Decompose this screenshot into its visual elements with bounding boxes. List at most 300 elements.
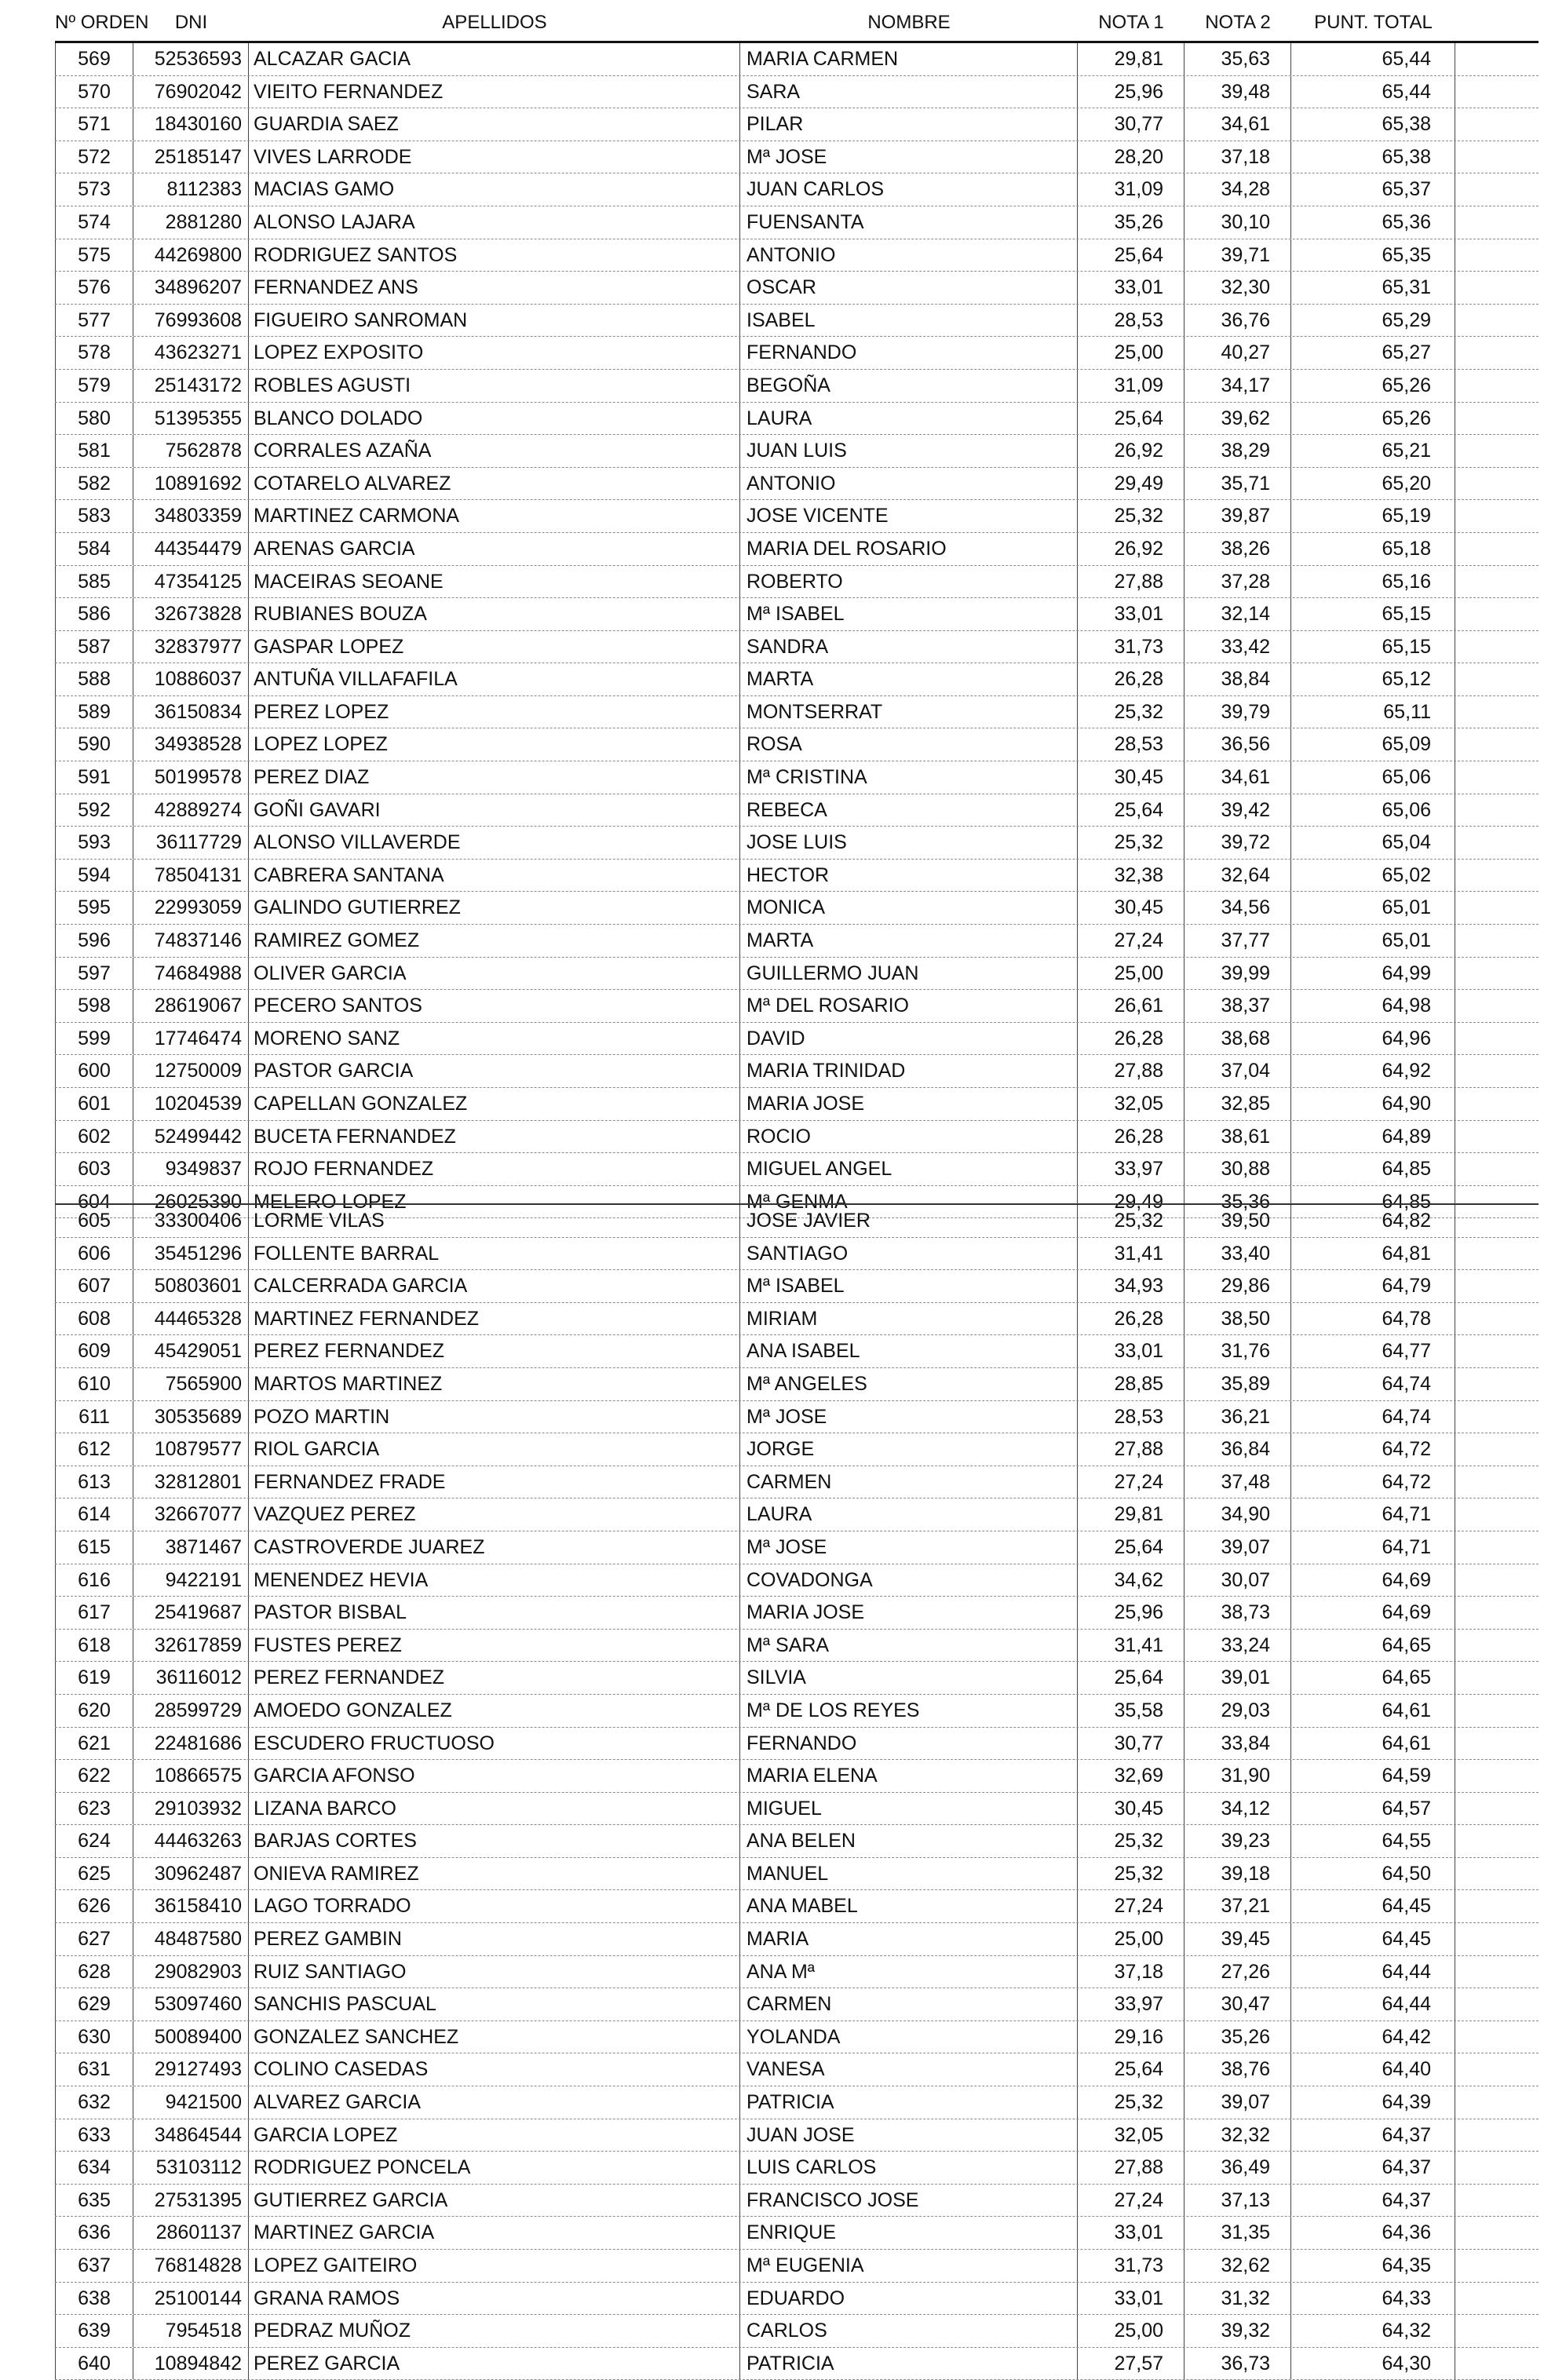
cell-dni: 22481686 <box>133 1728 249 1760</box>
cell-apellidos: FOLLENTE BARRAL <box>249 1238 740 1270</box>
cell-nombre: DAVID <box>740 1023 1078 1055</box>
table-row <box>55 206 1539 239</box>
cell-dni: 9422191 <box>133 1564 249 1597</box>
cell-dni: 2881280 <box>133 206 249 239</box>
cell-nombre: ANTONIO <box>740 239 1078 272</box>
cell-orden: 639 <box>55 2315 133 2347</box>
cell-total: 65,26 <box>1291 370 1455 402</box>
cell-nota1: 35,26 <box>1078 206 1185 239</box>
table-row <box>55 1433 1539 1466</box>
cell-nombre: CARLOS <box>740 2315 1078 2347</box>
cell-nombre: JUAN JOSE <box>740 2119 1078 2152</box>
cell-nombre: PILAR <box>740 108 1078 141</box>
table-row <box>55 468 1539 501</box>
cell-nota1: 27,24 <box>1078 1466 1185 1498</box>
cell-nota2: 39,18 <box>1185 1858 1291 1890</box>
cell-total: 65,12 <box>1291 663 1455 695</box>
cell-apellidos: CABRERA SANTANA <box>249 860 740 892</box>
cell-nombre: ROCIO <box>740 1121 1078 1153</box>
cell-nombre: ANA MABEL <box>740 1890 1078 1922</box>
table-row <box>55 1793 1539 1826</box>
cell-nombre: LAURA <box>740 1498 1078 1531</box>
cell-orden: 573 <box>55 173 133 206</box>
cell-nota1: 25,32 <box>1078 2086 1185 2119</box>
cell-total: 64,89 <box>1291 1121 1455 1153</box>
cell-dni: 18430160 <box>133 108 249 141</box>
cell-nota2: 30,10 <box>1185 206 1291 239</box>
cell-orden: 617 <box>55 1597 133 1629</box>
cell-nota1: 37,18 <box>1078 1956 1185 1988</box>
table-row <box>55 141 1539 174</box>
cell-dni: 50199578 <box>133 761 249 794</box>
table-row <box>55 2250 1539 2283</box>
cell-dni: 25100144 <box>133 2283 249 2315</box>
cell-total: 64,85 <box>1291 1153 1455 1185</box>
cell-nota2: 39,50 <box>1185 1205 1291 1237</box>
cell-total: 64,59 <box>1291 1760 1455 1792</box>
cell-nota2: 39,79 <box>1185 696 1291 728</box>
cell-nota1: 25,00 <box>1078 1923 1185 1955</box>
cell-total: 64,32 <box>1291 2315 1455 2347</box>
cell-nota2: 30,47 <box>1185 1988 1291 2020</box>
table-row <box>55 1368 1539 1401</box>
cell-orden: 610 <box>55 1368 133 1400</box>
cell-total: 64,98 <box>1291 990 1455 1022</box>
cell-total: 65,15 <box>1291 631 1455 663</box>
cell-apellidos: CASTROVERDE JUAREZ <box>249 1531 740 1564</box>
cell-nota1: 27,88 <box>1078 2152 1185 2184</box>
cell-nota1: 29,16 <box>1078 2021 1185 2053</box>
cell-dni: 10204539 <box>133 1088 249 1120</box>
cell-total: 64,74 <box>1291 1401 1455 1433</box>
table-row <box>55 1630 1539 1663</box>
cell-nombre: ANTONIO <box>740 468 1078 500</box>
cell-orden: 615 <box>55 1531 133 1564</box>
table-row <box>55 1923 1539 1956</box>
cell-total: 64,36 <box>1291 2217 1455 2249</box>
cell-nombre: JOSE JAVIER <box>740 1205 1078 1237</box>
cell-apellidos: CALCERRADA GARCIA <box>249 1270 740 1302</box>
cell-total: 65,02 <box>1291 860 1455 892</box>
table-row <box>55 728 1539 761</box>
cell-dni: 34803359 <box>133 500 249 532</box>
table-row <box>55 598 1539 631</box>
cell-nota2: 35,36 <box>1185 1186 1291 1218</box>
cell-orden: 630 <box>55 2021 133 2053</box>
cell-total: 64,39 <box>1291 2086 1455 2119</box>
cell-orden: 614 <box>55 1498 133 1531</box>
cell-dni: 10894842 <box>133 2348 249 2380</box>
cell-nombre: CARMEN <box>740 1988 1078 2020</box>
cell-orden: 636 <box>55 2217 133 2249</box>
cell-apellidos: PECERO SANTOS <box>249 990 740 1022</box>
cell-nota2: 35,26 <box>1185 2021 1291 2053</box>
cell-dni: 10866575 <box>133 1760 249 1792</box>
cell-nota2: 30,07 <box>1185 1564 1291 1597</box>
header-nota2: NOTA 2 <box>1205 12 1271 33</box>
cell-nota2: 39,87 <box>1185 500 1291 532</box>
table-header <box>55 0 1539 46</box>
cell-total: 65,38 <box>1291 108 1455 141</box>
cell-nota2: 38,68 <box>1185 1023 1291 1055</box>
cell-orden: 594 <box>55 860 133 892</box>
cell-orden: 634 <box>55 2152 133 2184</box>
cell-apellidos: GALINDO GUTIERREZ <box>249 892 740 924</box>
cell-orden: 598 <box>55 990 133 1022</box>
cell-dni: 34938528 <box>133 728 249 761</box>
cell-nota2: 38,37 <box>1185 990 1291 1022</box>
cell-apellidos: ALVAREZ GARCIA <box>249 2086 740 2119</box>
table-row <box>55 2283 1539 2316</box>
cell-nombre: FERNANDO <box>740 337 1078 369</box>
cell-dni: 12750009 <box>133 1055 249 1087</box>
cell-apellidos: SANCHIS PASCUAL <box>249 1988 740 2020</box>
cell-nota1: 25,64 <box>1078 2053 1185 2086</box>
cell-dni: 30962487 <box>133 1858 249 1890</box>
cell-nombre: LUIS CARLOS <box>740 2152 1078 2184</box>
cell-dni: 42889274 <box>133 794 249 827</box>
cell-nombre: MONTSERRAT <box>740 696 1078 728</box>
cell-total: 64,72 <box>1291 1433 1455 1466</box>
cell-dni: 74684988 <box>133 958 249 990</box>
table-row <box>55 1335 1539 1368</box>
cell-nombre: MARIA ELENA <box>740 1760 1078 1792</box>
cell-orden: 601 <box>55 1088 133 1120</box>
table-row <box>55 2217 1539 2250</box>
cell-total: 65,36 <box>1291 206 1455 239</box>
cell-nota2: 39,23 <box>1185 1825 1291 1857</box>
table-row <box>55 990 1539 1023</box>
cell-dni: 25185147 <box>133 141 249 173</box>
cell-nota1: 34,93 <box>1078 1270 1185 1302</box>
cell-nombre: FRANCISCO JOSE <box>740 2185 1078 2217</box>
cell-dni: 3871467 <box>133 1531 249 1564</box>
cell-apellidos: RIOL GARCIA <box>249 1433 740 1466</box>
cell-nota2: 34,28 <box>1185 173 1291 206</box>
cell-orden: 575 <box>55 239 133 272</box>
cell-apellidos: MARTINEZ GARCIA <box>249 2217 740 2249</box>
cell-total: 64,65 <box>1291 1630 1455 1662</box>
cell-nota2: 35,71 <box>1185 468 1291 500</box>
table-row <box>55 1088 1539 1121</box>
table-row <box>55 1205 1539 1238</box>
table-row <box>55 1564 1539 1597</box>
cell-nota1: 30,45 <box>1078 1793 1185 1825</box>
cell-apellidos: ONIEVA RAMIREZ <box>249 1858 740 1890</box>
cell-orden: 640 <box>55 2348 133 2380</box>
cell-dni: 47354125 <box>133 566 249 598</box>
cell-nota2: 33,42 <box>1185 631 1291 663</box>
cell-nota1: 28,53 <box>1078 728 1185 761</box>
cell-nota2: 36,73 <box>1185 2348 1291 2380</box>
cell-orden: 592 <box>55 794 133 827</box>
cell-total: 64,71 <box>1291 1498 1455 1531</box>
cell-total: 64,92 <box>1291 1055 1455 1087</box>
cell-dni: 44465328 <box>133 1303 249 1335</box>
cell-total: 64,40 <box>1291 2053 1455 2086</box>
table-row <box>55 1401 1539 1434</box>
cell-orden: 623 <box>55 1793 133 1825</box>
cell-nota1: 26,92 <box>1078 435 1185 467</box>
table-row <box>55 370 1539 403</box>
cell-dni: 10886037 <box>133 663 249 695</box>
cell-dni: 48487580 <box>133 1923 249 1955</box>
cell-nombre: REBECA <box>740 794 1078 827</box>
cell-total: 64,90 <box>1291 1088 1455 1120</box>
cell-orden: 589 <box>55 696 133 728</box>
cell-nota1: 25,96 <box>1078 76 1185 108</box>
cell-nota1: 32,05 <box>1078 2119 1185 2152</box>
cell-nota2: 34,90 <box>1185 1498 1291 1531</box>
table-row <box>55 1760 1539 1793</box>
cell-total: 65,09 <box>1291 728 1455 761</box>
cell-total: 65,44 <box>1291 76 1455 108</box>
cell-orden: 631 <box>55 2053 133 2086</box>
cell-apellidos: BLANCO DOLADO <box>249 403 740 435</box>
cell-orden: 586 <box>55 598 133 630</box>
cell-orden: 585 <box>55 566 133 598</box>
cell-apellidos: COTARELO ALVAREZ <box>249 468 740 500</box>
cell-orden: 624 <box>55 1825 133 1857</box>
cell-orden: 633 <box>55 2119 133 2152</box>
cell-nota1: 31,09 <box>1078 173 1185 206</box>
cell-orden: 602 <box>55 1121 133 1153</box>
cell-apellidos: MACIAS GAMO <box>249 173 740 206</box>
cell-apellidos: VIVES LARRODE <box>249 141 740 173</box>
cell-dni: 78504131 <box>133 860 249 892</box>
cell-orden: 628 <box>55 1956 133 1988</box>
cell-apellidos: MARTINEZ CARMONA <box>249 500 740 532</box>
cell-apellidos: FERNANDEZ FRADE <box>249 1466 740 1498</box>
cell-nombre: MARIA JOSE <box>740 1597 1078 1629</box>
cell-apellidos: AMOEDO GONZALEZ <box>249 1695 740 1727</box>
header-nota1: NOTA 1 <box>1098 12 1164 33</box>
cell-nota2: 37,18 <box>1185 141 1291 173</box>
table-row <box>55 1988 1539 2021</box>
table-row <box>55 1303 1539 1336</box>
cell-orden: 635 <box>55 2185 133 2217</box>
results-page <box>55 0 1539 2375</box>
cell-apellidos: MENENDEZ HEVIA <box>249 1564 740 1597</box>
cell-nota1: 25,32 <box>1078 1858 1185 1890</box>
cell-nota2: 30,88 <box>1185 1153 1291 1185</box>
cell-nombre: BEGOÑA <box>740 370 1078 402</box>
cell-orden: 613 <box>55 1466 133 1498</box>
cell-orden: 583 <box>55 500 133 532</box>
cell-orden: 571 <box>55 108 133 141</box>
table-row <box>55 2185 1539 2218</box>
cell-dni: 10891692 <box>133 468 249 500</box>
cell-orden: 627 <box>55 1923 133 1955</box>
cell-total: 65,37 <box>1291 173 1455 206</box>
cell-dni: 25143172 <box>133 370 249 402</box>
cell-nota1: 30,77 <box>1078 108 1185 141</box>
cell-total: 64,61 <box>1291 1728 1455 1760</box>
cell-nota1: 29,49 <box>1078 1186 1185 1218</box>
table-row <box>55 1825 1539 1858</box>
cell-dni: 44463263 <box>133 1825 249 1857</box>
cell-nombre: ANA ISABEL <box>740 1335 1078 1367</box>
cell-orden: 578 <box>55 337 133 369</box>
cell-nota2: 38,61 <box>1185 1121 1291 1153</box>
table-row <box>55 1498 1539 1531</box>
cell-nota1: 33,97 <box>1078 1153 1185 1185</box>
cell-nota2: 40,27 <box>1185 337 1291 369</box>
cell-nota2: 39,32 <box>1185 2315 1291 2347</box>
table-row <box>55 1121 1539 1154</box>
cell-apellidos: LOPEZ LOPEZ <box>249 728 740 761</box>
cell-nombre: MIGUEL ANGEL <box>740 1153 1078 1185</box>
cell-apellidos: PEREZ GAMBIN <box>249 1923 740 1955</box>
cell-orden: 574 <box>55 206 133 239</box>
cell-nombre: JUAN LUIS <box>740 435 1078 467</box>
cell-nombre: ANA BELEN <box>740 1825 1078 1857</box>
cell-orden: 593 <box>55 827 133 859</box>
cell-nota1: 25,32 <box>1078 1825 1185 1857</box>
cell-nota2: 29,86 <box>1185 1270 1291 1302</box>
cell-dni: 29103932 <box>133 1793 249 1825</box>
cell-nota1: 33,01 <box>1078 598 1185 630</box>
header-dni: DNI <box>174 12 208 33</box>
table-row <box>55 1238 1539 1271</box>
cell-nota2: 37,28 <box>1185 566 1291 598</box>
cell-nombre: SILVIA <box>740 1662 1078 1694</box>
cell-apellidos: GRANA RAMOS <box>249 2283 740 2315</box>
cell-total: 64,72 <box>1291 1466 1455 1498</box>
cell-dni: 76993608 <box>133 305 249 337</box>
cell-nombre: JOSE VICENTE <box>740 500 1078 532</box>
cell-apellidos: GASPAR LOPEZ <box>249 631 740 663</box>
cell-nombre: LAURA <box>740 403 1078 435</box>
cell-nota1: 32,05 <box>1078 1088 1185 1120</box>
cell-total: 65,16 <box>1291 566 1455 598</box>
cell-nota2: 31,32 <box>1185 2283 1291 2315</box>
cell-total: 64,81 <box>1291 1238 1455 1270</box>
cell-nota2: 33,84 <box>1185 1728 1291 1760</box>
cell-orden: 569 <box>55 43 133 75</box>
cell-nota1: 25,96 <box>1078 1597 1185 1629</box>
cell-total: 64,55 <box>1291 1825 1455 1857</box>
cell-total: 64,45 <box>1291 1890 1455 1922</box>
cell-nota2: 35,63 <box>1185 43 1291 75</box>
cell-orden: 584 <box>55 533 133 565</box>
cell-orden: 587 <box>55 631 133 663</box>
cell-apellidos: RUBIANES BOUZA <box>249 598 740 630</box>
cell-nombre: GUILLERMO JUAN <box>740 958 1078 990</box>
cell-nombre: Mª DEL ROSARIO <box>740 990 1078 1022</box>
header-orden: Nº ORDEN <box>55 12 149 33</box>
cell-nombre: FERNANDO <box>740 1728 1078 1760</box>
cell-dni: 50089400 <box>133 2021 249 2053</box>
cell-nota1: 32,38 <box>1078 860 1185 892</box>
cell-nota2: 32,32 <box>1185 2119 1291 2152</box>
cell-nota1: 33,01 <box>1078 1335 1185 1367</box>
cell-nota1: 28,53 <box>1078 1401 1185 1433</box>
cell-nota2: 39,99 <box>1185 958 1291 990</box>
cell-orden: 606 <box>55 1238 133 1270</box>
cell-nota1: 34,62 <box>1078 1564 1185 1597</box>
cell-apellidos: LORME VILAS <box>249 1205 740 1237</box>
cell-nota1: 33,01 <box>1078 272 1185 304</box>
cell-nombre: SARA <box>740 76 1078 108</box>
cell-total: 64,96 <box>1291 1023 1455 1055</box>
cell-nombre: ROSA <box>740 728 1078 761</box>
cell-nombre: Mª JOSE <box>740 1401 1078 1433</box>
cell-dni: 26025390 <box>133 1186 249 1218</box>
cell-total: 64,42 <box>1291 2021 1455 2053</box>
cell-nombre: Mª ANGELES <box>740 1368 1078 1400</box>
cell-nota2: 31,76 <box>1185 1335 1291 1367</box>
cell-orden: 577 <box>55 305 133 337</box>
cell-nota1: 26,28 <box>1078 663 1185 695</box>
cell-apellidos: FUSTES PEREZ <box>249 1630 740 1662</box>
cell-orden: 609 <box>55 1335 133 1367</box>
cell-nombre: Mª CRISTINA <box>740 761 1078 794</box>
cell-dni: 53103112 <box>133 2152 249 2184</box>
cell-nota2: 36,84 <box>1185 1433 1291 1466</box>
cell-dni: 74837146 <box>133 925 249 957</box>
cell-nota2: 39,07 <box>1185 2086 1291 2119</box>
cell-apellidos: CAPELLAN GONZALEZ <box>249 1088 740 1120</box>
cell-nota1: 31,73 <box>1078 631 1185 663</box>
cell-apellidos: MELERO LOPEZ <box>249 1186 740 1218</box>
header-nombre: NOMBRE <box>867 12 951 33</box>
cell-nombre: MIRIAM <box>740 1303 1078 1335</box>
cell-apellidos: PEREZ DIAZ <box>249 761 740 794</box>
cell-dni: 53097460 <box>133 1988 249 2020</box>
cell-nombre: MARIA <box>740 1923 1078 1955</box>
results-table-block-1 <box>55 41 1539 1218</box>
table-row <box>55 1466 1539 1499</box>
cell-nombre: ISABEL <box>740 305 1078 337</box>
cell-nota1: 33,01 <box>1078 2217 1185 2249</box>
cell-dni: 32667077 <box>133 1498 249 1531</box>
cell-dni: 35451296 <box>133 1238 249 1270</box>
table-row <box>55 305 1539 338</box>
table-row <box>55 2152 1539 2185</box>
cell-nombre: VANESA <box>740 2053 1078 2086</box>
cell-nombre: YOLANDA <box>740 2021 1078 2053</box>
cell-orden: 596 <box>55 925 133 957</box>
cell-dni: 29082903 <box>133 1956 249 1988</box>
cell-orden: 638 <box>55 2283 133 2315</box>
table-row <box>55 794 1539 827</box>
cell-orden: 607 <box>55 1270 133 1302</box>
cell-nota2: 32,64 <box>1185 860 1291 892</box>
cell-nota2: 39,71 <box>1185 239 1291 272</box>
cell-nombre: CARMEN <box>740 1466 1078 1498</box>
cell-total: 65,06 <box>1291 761 1455 794</box>
cell-nombre: Mª ISABEL <box>740 598 1078 630</box>
cell-nota1: 25,64 <box>1078 1531 1185 1564</box>
cell-nota1: 30,77 <box>1078 1728 1185 1760</box>
cell-total: 65,19 <box>1291 500 1455 532</box>
cell-nombre: Mª SARA <box>740 1630 1078 1662</box>
cell-orden: 582 <box>55 468 133 500</box>
cell-nombre: JORGE <box>740 1433 1078 1466</box>
cell-nombre: COVADONGA <box>740 1564 1078 1597</box>
cell-nota2: 37,04 <box>1185 1055 1291 1087</box>
cell-total: 64,50 <box>1291 1858 1455 1890</box>
cell-orden: 625 <box>55 1858 133 1890</box>
header-total: PUNT. TOTAL <box>1314 12 1433 33</box>
cell-apellidos: RODRIGUEZ PONCELA <box>249 2152 740 2184</box>
cell-nota2: 34,56 <box>1185 892 1291 924</box>
cell-total: 64,69 <box>1291 1564 1455 1597</box>
cell-nombre: Mª DE LOS REYES <box>740 1695 1078 1727</box>
table-row <box>55 239 1539 272</box>
cell-orden: 595 <box>55 892 133 924</box>
